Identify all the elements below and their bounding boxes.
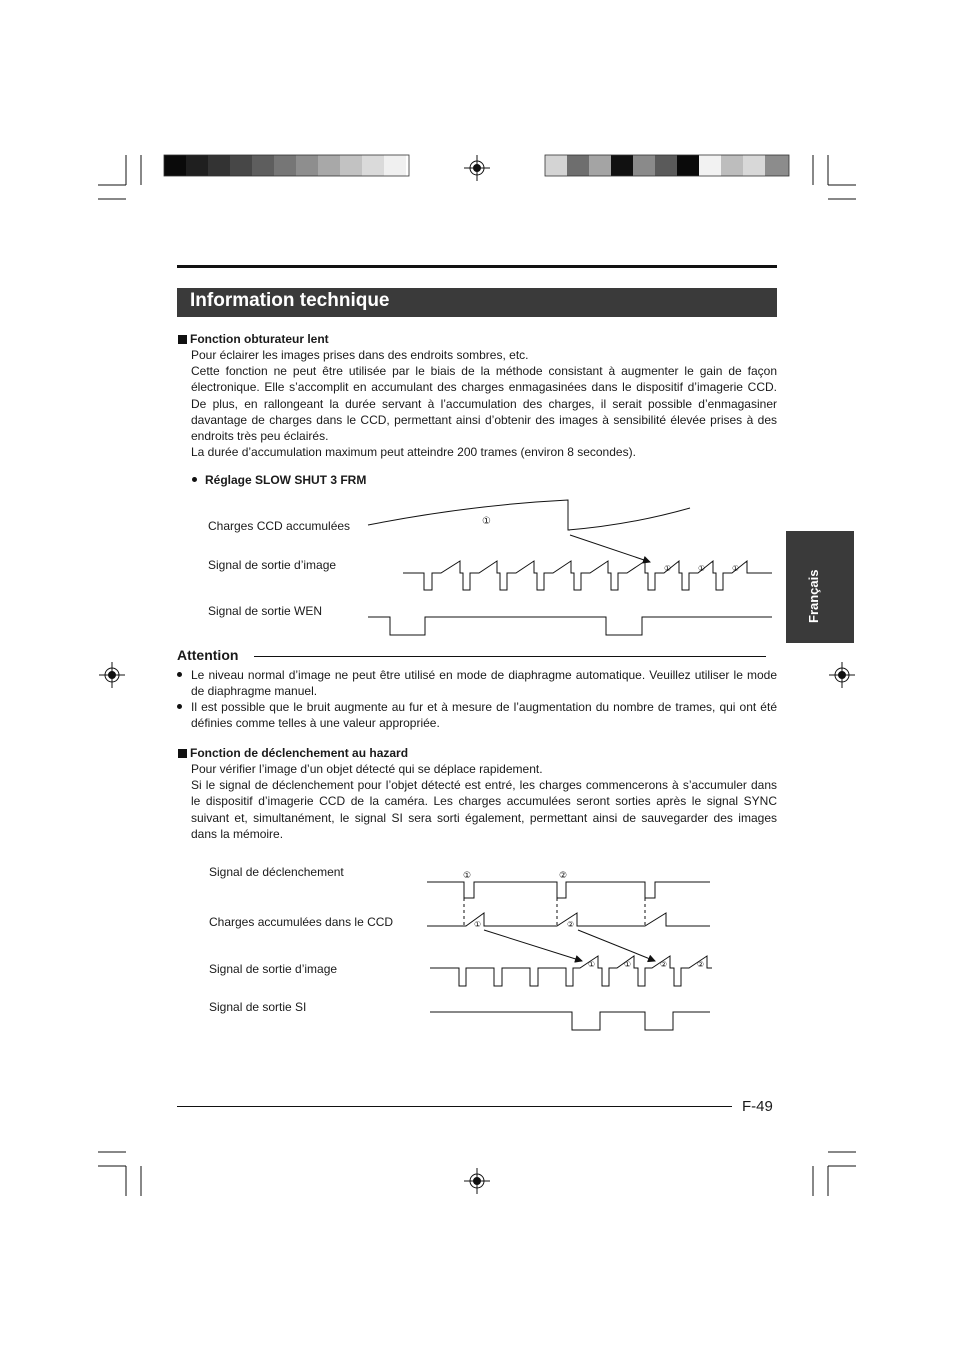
- diagram1-marker-b: ①: [698, 564, 706, 573]
- bottom-rule: [177, 1106, 732, 1107]
- diagram1-marker-a: ①: [664, 564, 672, 573]
- random-trigger-line-2: Si le signal de déclenchement pour l’objet détecté est entré, les charges commencerons à s’accumuler dans le dispositif d’imagerie CCD de la caméra. Les charges accumulées seront sorties après le signal SYNC suivant et, simultanément, le signal SI sera sorti également, permettant ainsi de sauvegarder des images dans la mémoire.: [191, 778, 777, 841]
- page-number: F-49: [742, 1098, 773, 1115]
- diagram2-marker-2d: ②: [697, 960, 705, 969]
- diagram2-label-trigger: Signal de déclenchement: [209, 865, 344, 879]
- random-trigger-heading-text: Fonction de déclenchement au hazard: [190, 746, 409, 760]
- slow-shutter-heading-text: Fonction obturateur lent: [190, 332, 329, 346]
- diagram2-marker-2c: ②: [660, 960, 668, 969]
- section-title: Information technique: [190, 290, 390, 311]
- charge-arrow-2: [578, 930, 655, 961]
- language-label: Français: [806, 569, 821, 623]
- slow-shutter-line-2: Cette fonction ne peut être utilisée par le biais de la méthode consistant à augmenter le gain de façon électronique. Elle s’accomplit en accumulant des charges enmagasinées dans le dispositif d’imagerie CCD. De plus, en rallongeant la durée servant à l’accumulation des charges, il serait possible d’enmagasiner davantage de charges dans le CCD, permettant ainsi d’obtenir des images à sensibilité élevée prises à des endroits très peu éclairés.: [191, 364, 777, 444]
- si-output-waveform: [430, 1012, 710, 1030]
- attention-title: Attention: [177, 647, 239, 663]
- diagram2-label-image: Signal de sortie d’image: [209, 962, 338, 976]
- diagram1-label-charges: Charges CCD accumulées: [208, 519, 351, 533]
- trigger-waveform: [427, 882, 710, 898]
- attention-item-2-text: Il est possible que le bruit augmente au fur et à mesure de l’augmentation du nombre de trames, qui ont été définies comme telles à une valeur appropriée.: [191, 700, 777, 731]
- image-output-waveform-2: [430, 956, 712, 986]
- diagram1-label-wen: Signal de sortie WEN: [208, 604, 323, 618]
- charge-arrow-1: [484, 930, 582, 961]
- diagram2-label-si: Signal de sortie SI: [209, 1000, 307, 1014]
- diagram2-marker-1b: ①: [474, 920, 482, 929]
- slow-shutter-line-3: La durée d’accumulation maximum peut atteindre 200 trames (environ 8 secondes).: [191, 445, 636, 460]
- diagram2-label-charges: Charges accumulées dans le CCD: [209, 915, 394, 929]
- diagram1-marker-c: ①: [732, 564, 740, 573]
- diagram2-marker-1: ①: [463, 870, 472, 880]
- attention-item-1-text: Le niveau normal d’image ne peut être utilisé en mode de diaphragme automatique. Veuillez utiliser le mode de diaphragme manuel.: [191, 668, 777, 699]
- slow-shut-setting-label: Réglage SLOW SHUT 3 FRM: [205, 473, 367, 487]
- random-trigger-line-1: Pour vérifier l’image d’un objet détecté qui se déplace rapidement.: [191, 762, 543, 776]
- diagram2-marker-1c: ①: [588, 960, 596, 969]
- diagram2-marker-2b: ②: [567, 920, 575, 929]
- slow-shutter-line-1: Pour éclairer les images prises dans des endroits sombres, etc.: [191, 348, 529, 362]
- diagram1-label-image: Signal de sortie d’image: [208, 558, 337, 572]
- diagram2-marker-2: ②: [559, 870, 568, 880]
- diagram1-marker-main: ①: [482, 516, 491, 527]
- diagram2-marker-1d: ①: [624, 960, 632, 969]
